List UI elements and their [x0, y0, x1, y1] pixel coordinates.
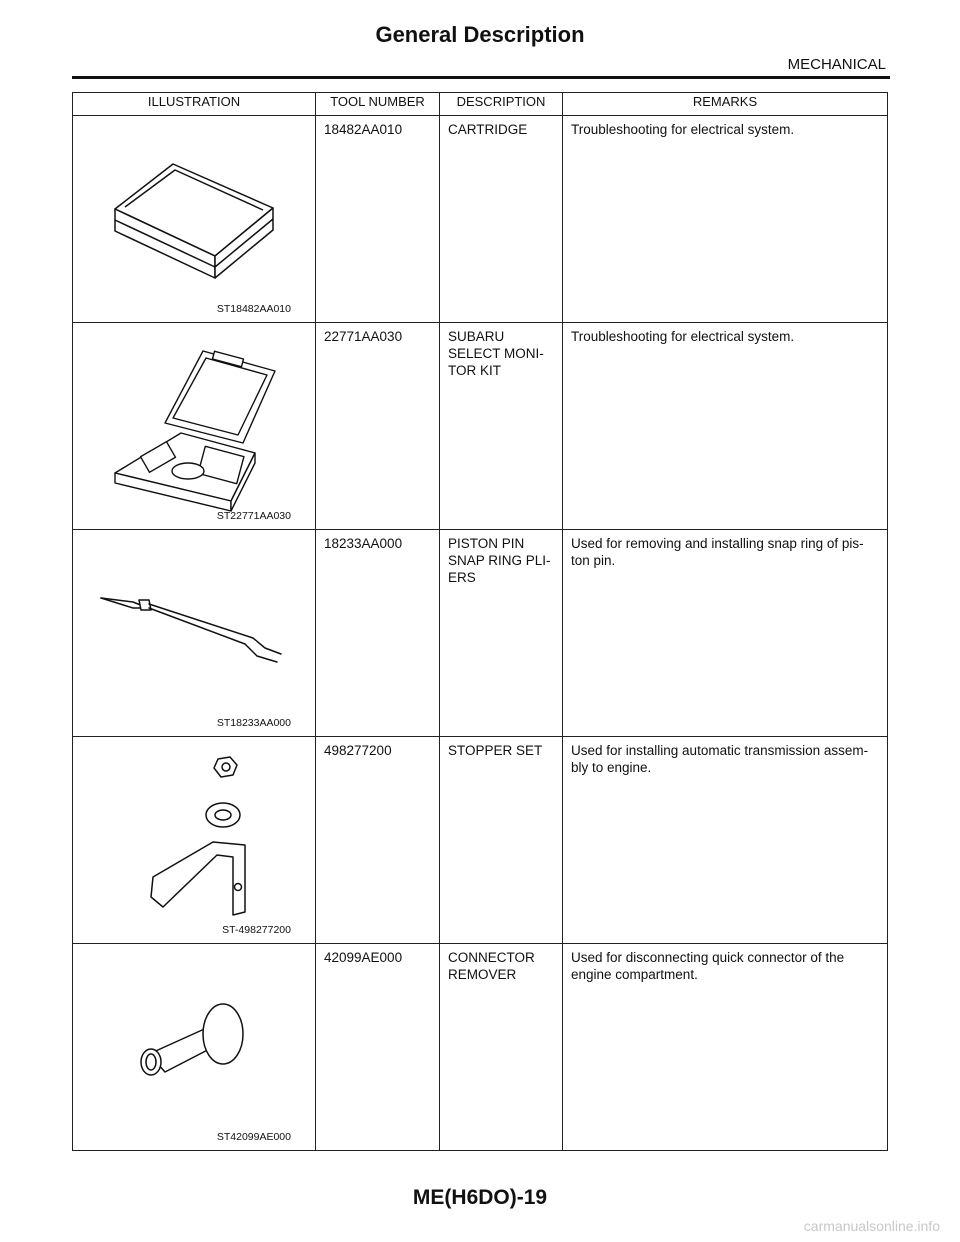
table-row [73, 323, 888, 530]
tool-number-cell: 18233AA000 [316, 530, 440, 737]
table-header-row [73, 93, 888, 116]
cartridge-icon [73, 116, 316, 323]
remarks-cell: Used for disconnecting quick connector of the engine compartment. [563, 944, 888, 1151]
table-row [73, 944, 888, 1151]
header-rule [72, 76, 890, 79]
illustration-cell [73, 944, 316, 1151]
page-title: General Description [375, 22, 585, 47]
illustration-caption: ST42099AE000 [216, 1131, 291, 1143]
table-row [73, 116, 888, 323]
illustration-cell [73, 116, 316, 323]
description-cell: SUBARU SELECT MONI-TOR KIT [440, 323, 563, 530]
watermark-text: carmanualsonline.info [803, 1218, 940, 1234]
remarks-cell: Troubleshooting for electrical system. [563, 116, 888, 323]
stopper-set-icon [73, 737, 316, 944]
column-header-description: DESCRIPTION [440, 93, 563, 116]
column-header-illustration: ILLUSTRATION [73, 93, 316, 116]
remarks-cell: Used for removing and installing snap ring of pis-ton pin. [563, 530, 888, 737]
illustration-caption: ST18482AA010 [216, 303, 291, 315]
remarks-cell: Troubleshooting for electrical system. [563, 323, 888, 530]
snap-ring-pliers-icon [73, 530, 316, 737]
illustration-caption: ST-498277200 [222, 924, 291, 936]
illustration-cell [73, 530, 316, 737]
illustration-cell [73, 737, 316, 944]
illustration-caption: ST22771AA030 [216, 510, 291, 522]
page-number: ME(H6DO)-19 [412, 1186, 548, 1209]
connector-remover-icon [73, 944, 316, 1151]
column-header-tool-number: TOOL NUMBER [316, 93, 440, 116]
description-cell: CARTRIDGE [440, 116, 563, 323]
description-cell: STOPPER SET [440, 737, 563, 944]
illustration-cell [73, 323, 316, 530]
tool-number-cell: 22771AA030 [316, 323, 440, 530]
tools-table [72, 92, 888, 1151]
tool-number-cell: 498277200 [316, 737, 440, 944]
tool-number-cell: 18482AA010 [316, 116, 440, 323]
description-cell: CONNECTOR REMOVER [440, 944, 563, 1151]
table-row [73, 530, 888, 737]
description-cell: PISTON PIN SNAP RING PLI-ERS [440, 530, 563, 737]
illustration-caption: ST18233AA000 [216, 717, 291, 729]
column-header-remarks: REMARKS [563, 93, 888, 116]
table-row [73, 737, 888, 944]
section-name: MECHANICAL [787, 56, 886, 73]
tool-number-cell: 42099AE000 [316, 944, 440, 1151]
monitor-kit-icon [73, 323, 316, 530]
remarks-cell: Used for installing automatic transmission assem-bly to engine. [563, 737, 888, 944]
